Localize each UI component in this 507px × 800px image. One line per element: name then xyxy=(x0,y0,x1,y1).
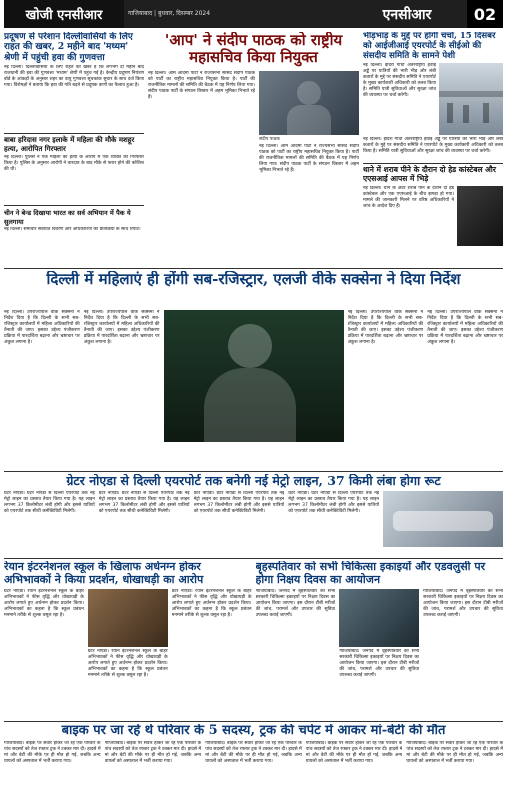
story-a8-body-col4: गाजियाबाद। बाइक पर सवार होकर जा रहे एक परिवार के पांच सदस्यों को तेज रफ्तार ट्रक ने टक्कर मार दी। हादसे में मां और बेटी की मौके पर ही मौत हो गई, जबकि अन्य घायलों को अस्पताल में भर्ती कराया गया। xyxy=(305,740,403,764)
section-divider xyxy=(4,471,503,472)
masthead xyxy=(4,0,503,28)
story-a1-sub2: चीन ने बेन्ड दिखाया भारत का सर्व अभियान में पैक ये सुलगाया xyxy=(4,209,131,227)
divider xyxy=(4,133,144,134)
story-a1-body: नई दिल्ली। दिल्लीवासियों के लिए राहत की खबर है कि लगभग दो महीने बाद राजधानी की हवा की गुणवत्ता 'मध्यम' श्रेणी में पहुंच गई है। केन्द्रीय प्रदूषण नियंत्रण बोर्ड के आंकड़ों के अनुसार शहर का वायु गुणवत्ता सूचकांक सुधार के साथ दर्ज किया गया। विशेषज्ञों ने बताया कि हवा की गति बढ़ने से प्रदूषक कणों का फैलाव हुआ है। xyxy=(4,65,144,89)
story-a4-body-col3: नई दिल्ली। उपराज्यपाल वीके सक्सेना ने निर्देश दिया है कि दिल्ली के सभी सब-रजिस्ट्रार कार्यालयों में महिला अधिकारियों की तैनाती की जाए। इसका उद्देश्य पंजीकरण प्रक्रिया में पारदर्शिता बढ़ाना और भ्रष्टाचार पर अंकुश लगाना है। xyxy=(347,310,424,345)
story-a3-photo-airport xyxy=(439,63,503,135)
story-a8-body-col3: गाजियाबाद। बाइक पर सवार होकर जा रहे एक परिवार के पांच सदस्यों को तेज रफ्तार ट्रक ने टक्कर मार दी। हादसे में मां और बेटी की मौके पर ही मौत हो गई, जबकि अन्य घायलों को अस्पताल में भर्ती कराया गया। xyxy=(205,740,302,764)
story-a7-body-col2: गाजियाबाद। जनपद में बृहस्पतिवार को सभी सरकारी चिकित्सा इकाइयों पर निक्षय दिवस का आयोजन किया जाएगा। इस दौरान टीबी मरीजों की जांच, परामर्श और उपचार की सुविधा उपलब्ध कराई जाएगी। xyxy=(339,649,420,679)
story-a7-body-col1: गाजियाबाद। जनपद में बृहस्पतिवार को सभी सरकारी चिकित्सा इकाइयों पर निक्षय दिवस का आयोजन किया जाएगा। इस दौरान टीबी मरीजों की जांच, परामर्श और उपचार की सुविधा उपलब्ध कराई जाएगी। xyxy=(255,589,336,619)
story-a3-headline: भीड़भाड़ के मुद्दे पर होगी चर्चा, 15 दिसंबर को आईजीआई एयरपोर्ट के सीईओ की संसदीय समिति के सामने पेशी xyxy=(363,32,496,61)
section-title: एनसीआर xyxy=(382,6,432,23)
story-a1 xyxy=(4,32,144,266)
story-a6-body-col3: ग्रेटर नोएडा। रेयान इंटरनेशनल स्कूल के बाहर अभिभावकों ने फीस वृद्धि और धोखाधड़ी के आरोप लगाते हुए अर्धनग्न होकर प्रदर्शन किया। अभिभावकों का कहना है कि स्कूल प्रबंधन मनमाने तरीके से शुल्क वसूल रहा है। xyxy=(171,589,252,619)
story-a8-body-col5: गाजियाबाद। बाइक पर सवार होकर जा रहे एक परिवार के पांच सदस्यों को तेज रफ्तार ट्रक ने टक्कर मार दी। हादसे में मां और बेटी की मौके पर ही मौत हो गई, जबकि अन्य घायलों को अस्पताल में भर्ती कराया गया। xyxy=(406,740,503,764)
story-a2-body: नई दिल्ली। आम आदमी पार्टी ने राज्यसभा सांसद संदीप पाठक को पार्टी का राष्ट्रीय महासचिव नियुक्त किया है। पार्टी की राजनीतिक मामलों की समिति की बैठक में यह निर्णय लिया गया। संदीप पाठक पार्टी के संगठन विस्तार में अहम भूमिका निभाते रहे हैं। xyxy=(148,70,255,100)
story-a5-body-col1: ग्रेटर नोएडा। ग्रेटर नोएडा से दिल्ली एयरपोर्ट तक नई मेट्रो लाइन का प्रस्ताव तैयार किया गया है। यह लाइन लगभग 37 किलोमीटर लंबी होगी और इससे यात्रियों को एयरपोर्ट तक सीधी कनेक्टिविटी मिलेगी। xyxy=(4,491,95,515)
story-a7-photo-health xyxy=(339,589,419,647)
story-a8 xyxy=(4,724,503,782)
story-a5 xyxy=(4,474,503,556)
masthead-logo: खोजी एनसीआर xyxy=(4,0,124,28)
story-a8-headline: बाइक पर जा रहे थे परिवार के 5 सदस्य, ट्रक की चपेट में आकर मां-बेटी की मौत xyxy=(61,724,446,738)
story-a4 xyxy=(4,271,503,469)
story-a3 xyxy=(363,32,503,266)
divider xyxy=(4,205,144,206)
story-a7-body-col3: गाजियाबाद। जनपद में बृहस्पतिवार को सभी सरकारी चिकित्सा इकाइयों पर निक्षय दिवस का आयोजन किया जाएगा। इस दौरान टीबी मरीजों की जांच, परामर्श और उपचार की सुविधा उपलब्ध कराई जाएगी। xyxy=(423,589,503,619)
story-a6-body-col2: ग्रेटर नोएडा। रेयान इंटरनेशनल स्कूल के बाहर अभिभावकों ने फीस वृद्धि और धोखाधड़ी के आरोप लगाते हुए अर्धनग्न होकर प्रदर्शन किया। अभिभावकों का कहना है कि स्कूल प्रबंधन मनमाने तरीके से शुल्क वसूल रहा है। xyxy=(87,649,168,679)
story-a1-body2: नई दिल्ली। पुलिस ने एक महिला की हत्या के आरोप में एक व्यक्ति को गिरफ्तार किया है। पुलिस के अनुसार आरोपी ने वारदात के बाद मौके से फरार होने की कोशिश की थी। xyxy=(4,155,144,173)
story-a2-body-cont: नई दिल्ली। आम आदमी पार्टी ने राज्यसभा सांसद संदीप पाठक को पार्टी का राष्ट्रीय महासचिव नियुक्त किया है। पार्टी की राजनीतिक मामलों की समिति की बैठक में यह निर्णय लिया गया। संदीप पाठक पार्टी के संगठन विस्तार में अहम भूमिका निभाते रहे हैं। xyxy=(259,143,359,173)
section-divider xyxy=(4,558,503,559)
story-a4-body-col1: नई दिल्ली। उपराज्यपाल वीके सक्सेना ने निर्देश दिया है कि दिल्ली के सभी सब-रजिस्ट्रार कार्यालयों में महिला अधिकारियों की तैनाती की जाए। इसका उद्देश्य पंजीकरण प्रक्रिया में पारदर्शिता बढ़ाना और भ्रष्टाचार पर अंकुश लगाना है। xyxy=(4,310,80,345)
story-a6-body-col1: ग्रेटर नोएडा। रेयान इंटरनेशनल स्कूल के बाहर अभिभावकों ने फीस वृद्धि और धोखाधड़ी के आरोप लगाते हुए अर्धनग्न होकर प्रदर्शन किया। अभिभावकों का कहना है कि स्कूल प्रबंधन मनमाने तरीके से शुल्क वसूल रहा है। xyxy=(4,589,84,619)
story-a1-sub1: बाबा हरिदास नगर इलाके में महिला की मौके मशहूर हत्या, आरोपित गिरफ्तार xyxy=(4,136,135,154)
section-divider xyxy=(4,268,503,269)
story-a8-body-col1: गाजियाबाद। बाइक पर सवार होकर जा रहे एक परिवार के पांच सदस्यों को तेज रफ्तार ट्रक ने टक्कर मार दी। हादसे में मां और बेटी की मौके पर ही मौत हो गई, जबकि अन्य घायलों को अस्पताल में भर्ती कराया गया। xyxy=(4,740,101,764)
story-a4-body-col4: नई दिल्ली। उपराज्यपाल वीके सक्सेना ने निर्देश दिया है कि दिल्ली के सभी सब-रजिस्ट्रार कार्यालयों में महिला अधिकारियों की तैनाती की जाए। इसका उद्देश्य पंजीकरण प्रक्रिया में पारदर्शिता बढ़ाना और भ्रष्टाचार पर अंकुश लगाना है। xyxy=(427,310,503,345)
divider xyxy=(363,163,503,164)
story-a2-headline: 'आप' ने संदीप पाठक को राष्ट्रीय महासचिव किया नियुक्त xyxy=(164,32,343,67)
story-a3-body: नई दिल्ली। इंदिरा गांधी अंतरराष्ट्रीय हवाई अड्डे पर यात्रियों की भारी भीड़ और लंबी कतारों के मुद्दे पर संसदीय समिति ने एयरपोर्ट के मुख्य कार्यकारी अधिकारी को तलब किया है। समिति यात्री सुविधाओं और सुरक्षा जांच की व्यवस्था पर चर्चा करेगी। xyxy=(363,63,436,99)
story-a3-sub: थाने में शराब पीने के दौरान दो हेड कांस्टेबल और एएसआई आपस में भिड़े xyxy=(363,165,496,183)
story-a6-photo-protest xyxy=(88,589,168,647)
story-a5-headline: ग्रेटर नोएडा से दिल्ली एयरपोर्ट तक बनेगी नई मेट्रो लाइन, 37 किमी लंबा होगा रूट xyxy=(66,474,441,488)
story-a5-body-col4: ग्रेटर नोएडा। ग्रेटर नोएडा से दिल्ली एयरपोर्ट तक नई मेट्रो लाइन का प्रस्ताव तैयार किया गया है। यह लाइन लगभग 37 किलोमीटर लंबी होगी और इससे यात्रियों को एयरपोर्ट तक सीधी कनेक्टिविटी मिलेगी। xyxy=(288,491,379,515)
section-divider xyxy=(4,721,503,722)
story-a2-caption: संदीप पाठक xyxy=(259,136,280,142)
top-band xyxy=(4,32,503,266)
story-a4-headline: दिल्ली में महिलाएं ही होंगी सब-रजिस्ट्रार, एलजी वीके सक्सेना ने दिया निर्देश xyxy=(46,271,461,288)
story-a7-headline: बृहस्पतिवार को सभी चिकित्सा इकाइयों और एडवलुसी पर होगा निक्षय दिवस का आयोजन xyxy=(255,561,486,586)
page-number: 02 xyxy=(467,0,503,28)
story-a4-photo-lg xyxy=(164,310,344,442)
story-a4-body-col2: नई दिल्ली। उपराज्यपाल वीके सक्सेना ने निर्देश दिया है कि दिल्ली के सभी सब-रजिस्ट्रार कार्यालयों में महिला अधिकारियों की तैनाती की जाए। इसका उद्देश्य पंजीकरण प्रक्रिया में पारदर्शिता बढ़ाना और भ्रष्टाचार पर अंकुश लगाना है। xyxy=(83,310,160,345)
story-a2 xyxy=(148,32,359,266)
story-a6 xyxy=(4,561,252,719)
story-a3-photo-police xyxy=(457,186,503,246)
story-a5-body-col2: ग्रेटर नोएडा। ग्रेटर नोएडा से दिल्ली एयरपोर्ट तक नई मेट्रो लाइन का प्रस्ताव तैयार किया गया है। यह लाइन लगभग 37 किलोमीटर लंबी होगी और इससे यात्रियों को एयरपोर्ट तक सीधी कनेक्टिविटी मिलेगी। xyxy=(98,491,190,515)
story-a2-photo xyxy=(259,71,359,135)
story-a1-body3: नई दिल्ली। समाचार संबंधित विवरण और अधिकारियों की प्रतिक्रिया के साथ रिपोर्ट। xyxy=(4,227,141,233)
story-a3-body-cont: नई दिल्ली। इंदिरा गांधी अंतरराष्ट्रीय हवाई अड्डे पर यात्रियों की भारी भीड़ और लंबी कतारों के मुद्दे पर संसदीय समिति ने एयरपोर्ट के मुख्य कार्यकारी अधिकारी को तलब किया है। समिति यात्री सुविधाओं और सुरक्षा जांच की व्यवस्था पर चर्चा करेगी। xyxy=(363,137,503,155)
story-a5-photo-metro xyxy=(383,491,503,547)
story-a8-body-col2: गाजियाबाद। बाइक पर सवार होकर जा रहे एक परिवार के पांच सदस्यों को तेज रफ्तार ट्रक ने टक्कर मार दी। हादसे में मां और बेटी की मौके पर ही मौत हो गई, जबकि अन्य घायलों को अस्पताल में भर्ती कराया गया। xyxy=(104,740,202,764)
story-a6-headline: रेयान इंटरनेशनल स्कूल के खिलाफ अर्धनग्न होकर अभिभावकों ने किया प्रदर्शन, धोखाधड़ी का आरोप xyxy=(4,561,204,586)
story-a3-body2: नई दिल्ली। थाने के अंदर शराब पीने के दौरान दो हेड कांस्टेबल और एक एएसआई के बीच झगड़ा हो गया। मामले की जानकारी मिलने पर वरिष्ठ अधिकारियों ने जांच के आदेश दिए हैं। xyxy=(363,185,454,209)
story-a5-body-col3: ग्रेटर नोएडा। ग्रेटर नोएडा से दिल्ली एयरपोर्ट तक नई मेट्रो लाइन का प्रस्ताव तैयार किया गया है। यह लाइन लगभग 37 किलोमीटर लंबी होगी और इससे यात्रियों को एयरपोर्ट तक सीधी कनेक्टिविटी मिलेगी। xyxy=(193,491,285,515)
masthead-info: गाजियाबाद | बुधवार, दिसम्बर 2024 xyxy=(128,10,211,17)
story-a7 xyxy=(256,561,504,719)
story-a1-headline: प्रदूषण से परेशान दिल्लीवासियों के लिए राहत की खबर, 2 महीने बाद 'मध्यम' श्रेणी में पहुंची हवा की गुणवत्ता xyxy=(4,32,133,63)
